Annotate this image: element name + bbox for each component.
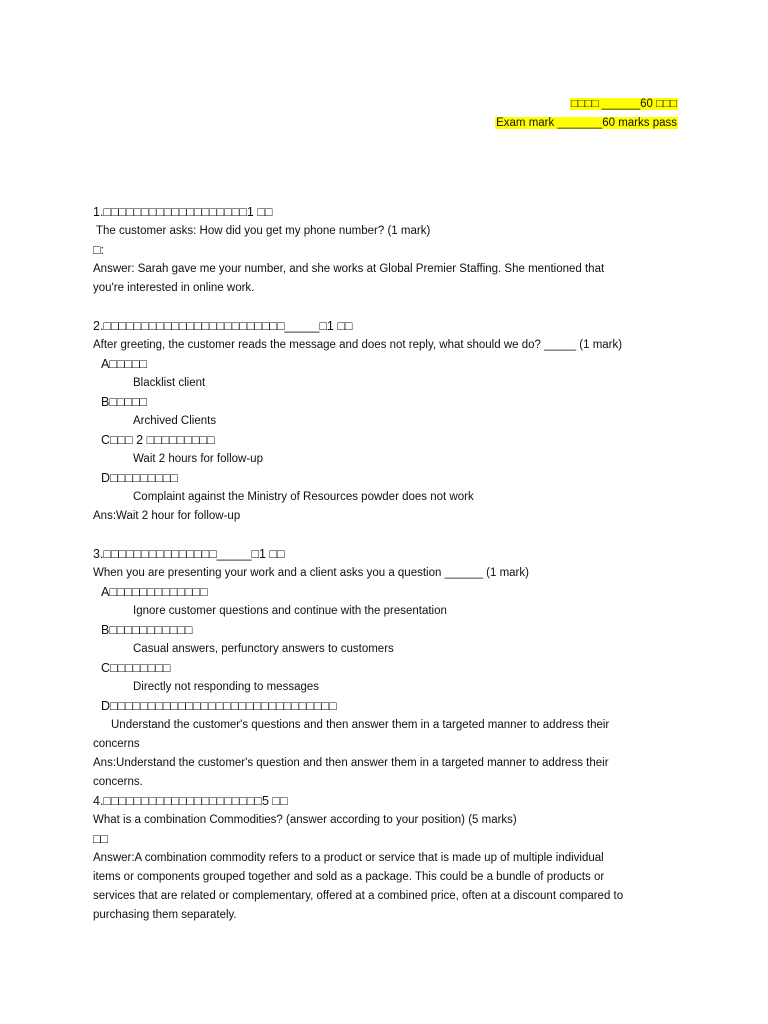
question-1-title-en: The customer asks: How did you get my phone number? (1 mark) (93, 225, 431, 237)
question-2-answer: Ans:Wait 2 hour for follow-up (93, 510, 241, 522)
question-3-option-a-cn: A□□□□□□□□□□□□□ (101, 585, 208, 599)
question-1 (93, 203, 678, 298)
question-2-option-c-cn: C□□□ 2 □□□□□□□□□ (101, 433, 215, 447)
question-4-title-en: What is a combination Commodities? (answer according to your position) (5 marks) (93, 814, 517, 826)
question-3-option-b-en: Casual answers, perfunctory answers to customers (133, 643, 394, 655)
question-2-option-b-cn: B□□□□□ (101, 395, 148, 409)
question-3-answer-line-1: Ans:Understand the customer's question and then answer them in a targeted manner to address their (93, 757, 609, 769)
question-3-option-d-en-line-2: concerns (93, 738, 140, 750)
question-4 (93, 792, 678, 925)
question-4-answer-en-line-4: purchasing them separately. (93, 909, 237, 921)
question-1-answer-en-line-2: you're interested in online work. (93, 282, 255, 294)
question-2-title-en: After greeting, the customer reads the message and does not reply, what should we do? _____ (1 mark) (93, 339, 623, 351)
question-2-option-a-cn: A□□□□□ (101, 357, 148, 371)
question-1-title-cn: 1.□□□□□□□□□□□□□□□□□□□1 □□ (93, 205, 273, 219)
question-2-option-a-en: Blacklist client (133, 377, 206, 389)
question-2-option-d-cn: D□□□□□□□□□ (101, 471, 178, 485)
question-2 (93, 317, 678, 526)
question-2-option-c-en: Wait 2 hours for follow-up (133, 453, 263, 465)
exam-mark-en: Exam mark _______60 marks pass (496, 117, 677, 129)
question-2-title-cn: 2.□□□□□□□□□□□□□□□□□□□□□□□□_____□1 □□ (93, 319, 353, 333)
exam-header (93, 95, 678, 133)
question-1-answer-en-line-1: Answer: Sarah gave me your number, and she works at Global Premier Staffing. She mentioned that (93, 263, 605, 275)
question-4-answer-en-line-1: Answer:A combination commodity refers to a product or service that is made up of multiple individual (93, 852, 604, 864)
question-2-option-b-en: Archived Clients (133, 415, 217, 427)
question-4-answer-en-line-3: services that are related or complementary, offered at a combined price, often at a discount compared to (93, 890, 624, 902)
question-3-option-d-cn: D□□□□□□□□□□□□□□□□□□□□□□□□□□□□□□ (101, 699, 337, 713)
question-3-option-c-cn: C□□□□□□□□ (101, 661, 171, 675)
question-3-answer-line-2: concerns. (93, 776, 143, 788)
question-1-answer-cn: □: (93, 243, 105, 257)
document-page (93, 95, 678, 925)
question-3-option-a-en: Ignore customer questions and continue with the presentation (133, 605, 447, 617)
question-3-option-b-cn: B□□□□□□□□□□□ (101, 623, 193, 637)
exam-mark-cn: □□□□ ______60 □□□ (570, 98, 677, 110)
question-4-answer-en-line-2: items or components grouped together and sold as a package. This could be a bundle of products or (93, 871, 605, 883)
question-4-answer-cn: □□ (93, 832, 109, 846)
question-3-option-d-en-line-1: Understand the customer's questions and then answer them in a targeted manner to address their (111, 719, 610, 731)
question-3-option-c-en: Directly not responding to messages (133, 681, 320, 693)
question-3-title-cn: 3.□□□□□□□□□□□□□□□_____□1 □□ (93, 547, 285, 561)
question-3 (93, 545, 678, 792)
question-4-title-cn: 4.□□□□□□□□□□□□□□□□□□□□□5 □□ (93, 794, 288, 808)
question-3-title-en: When you are presenting your work and a client asks you a question ______ (1 mark) (93, 567, 529, 579)
question-2-option-d-en: Complaint against the Ministry of Resources powder does not work (133, 491, 474, 503)
